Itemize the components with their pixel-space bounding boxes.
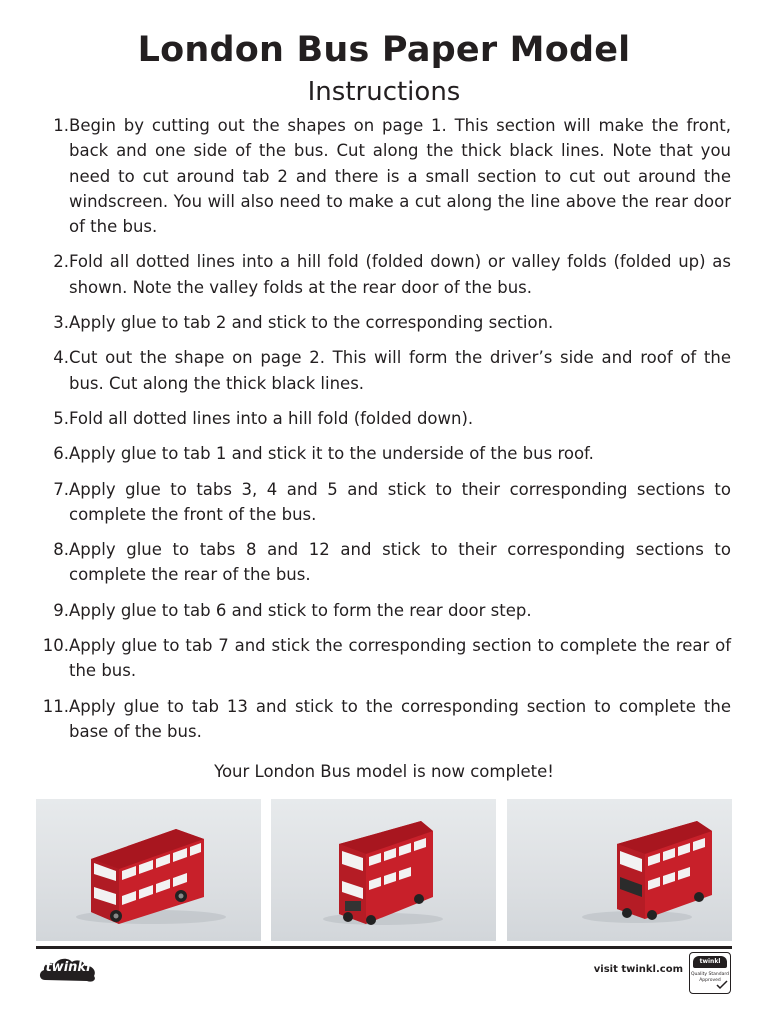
step-text: Apply glue to tab 7 and stick the corresponding section to complete the rear of the bus.: [69, 636, 731, 681]
bus-model-photo-rear: [507, 799, 732, 941]
step-number: 10.: [42, 636, 69, 656]
step-text: Apply glue to tab 2 and stick to the corresponding section.: [69, 313, 554, 333]
bus-side-image: [36, 799, 261, 941]
step-text: Apply glue to tabs 3, 4 and 5 and stick to their corresponding sections to complete the front of the bus.: [69, 479, 731, 524]
step-text: Apply glue to tabs 8 and 12 and stick to their corresponding sections to complete the rear of the bus.: [69, 540, 731, 585]
step-text: Apply glue to tab 13 and stick to the corresponding section to complete the base of the bus.: [69, 696, 731, 741]
bus-front-image: [271, 799, 496, 941]
badge-logo: twinkl: [693, 956, 727, 968]
step-number: 7.: [53, 479, 69, 499]
instruction-step: [36, 694, 731, 745]
instruction-step: [36, 310, 731, 335]
bus-rear-image: [507, 799, 732, 941]
footer-divider: [36, 946, 732, 949]
badge-line-2: Approved: [699, 978, 721, 983]
badge-line-1: Quality Standard: [691, 972, 729, 977]
step-number: 3.: [53, 313, 69, 333]
instruction-step: [36, 633, 731, 684]
page-title: London Bus Paper Model: [137, 30, 631, 70]
step-text: Fold all dotted lines into a hill fold (folded down) or valley folds (folded up) as shown. Note the valley folds at the rear door of the bus.: [69, 252, 731, 297]
bus-model-photo-front: [271, 799, 496, 941]
step-number: 5.: [53, 408, 69, 428]
step-number: 2.: [53, 252, 69, 272]
step-text: Fold all dotted lines into a hill fold (folded down).: [69, 408, 474, 428]
step-text: Cut out the shape on page 2. This will form the driver’s side and roof of the bus. Cut along the thick black lines.: [69, 348, 731, 393]
twinkl-logo: [37, 956, 99, 984]
step-number: 8.: [53, 540, 69, 560]
step-number: 1.: [53, 116, 69, 135]
step-text: Apply glue to tab 1 and stick it to the underside of the bus roof.: [69, 444, 594, 464]
instruction-step: [36, 537, 731, 588]
logo-text: twinkl: [45, 960, 91, 975]
page-subtitle: Instructions: [307, 77, 461, 107]
photo-strip: [36, 799, 732, 941]
instruction-step: [36, 345, 731, 396]
bus-model-photo-side: [36, 799, 261, 941]
step-number: 9.: [53, 600, 69, 620]
instruction-step: [36, 113, 731, 239]
check-icon: [716, 980, 728, 990]
quality-standard-badge: [689, 952, 731, 994]
instruction-step: [36, 477, 731, 528]
step-text: Apply glue to tab 6 and stick to form the rear door step.: [69, 600, 532, 620]
instruction-step: [36, 406, 731, 431]
instruction-step: [36, 249, 731, 300]
step-text: Begin by cutting out the shapes on page 1. This section will make the front, back and one side of the bus. Cut along the thick black lines. Note that you need to cut around tab 2 and there is a small section to cut out around the windscreen. You will also need to make a cut along the line above the rear door of the bus.: [69, 116, 731, 237]
instruction-list: [36, 113, 731, 754]
website-link[interactable]: visit twinkl.com: [593, 964, 683, 975]
completion-message: Your London Bus model is now complete!: [214, 762, 554, 781]
instruction-step: [36, 598, 731, 623]
step-number: 6.: [53, 444, 69, 464]
instruction-step: [36, 441, 731, 466]
step-number: 4.: [53, 348, 69, 368]
step-number: 11.: [42, 696, 69, 716]
